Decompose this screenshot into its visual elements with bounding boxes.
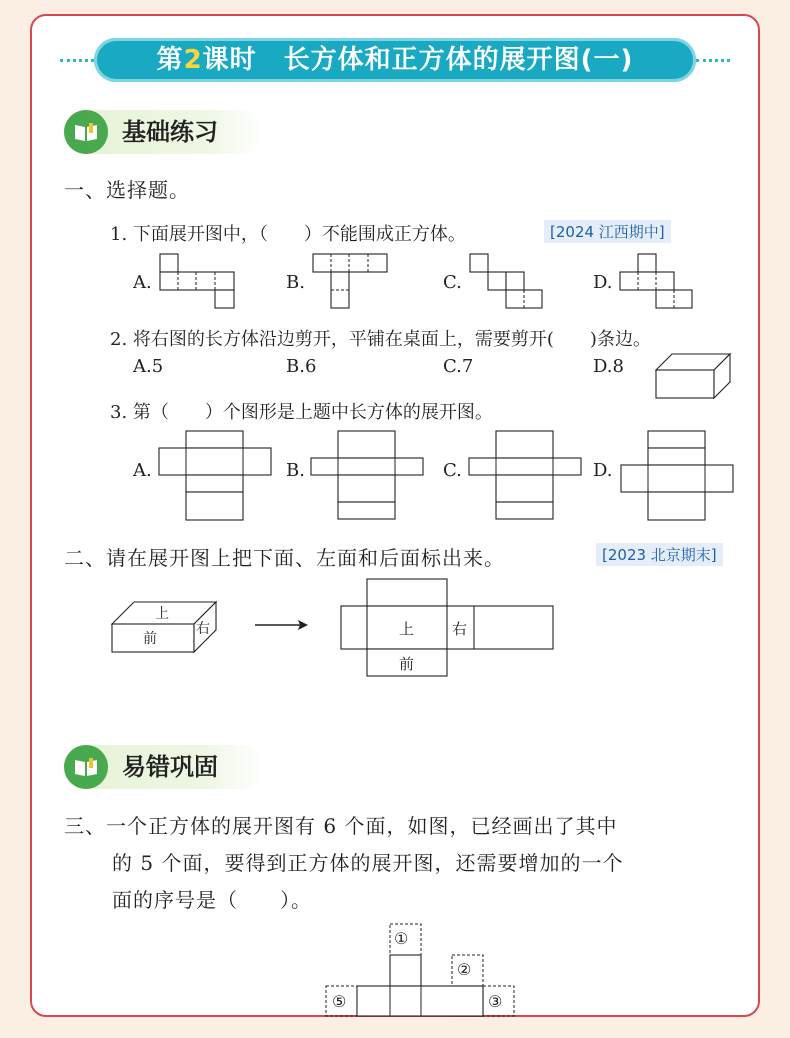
cuboid-net-to-label xyxy=(340,578,555,678)
section-title: 易错巩固 xyxy=(122,753,218,781)
net-label-right: 右 xyxy=(452,620,468,638)
lesson-title-banner xyxy=(60,38,730,82)
option-label: A.5 xyxy=(133,356,164,377)
option-label: D. xyxy=(593,272,613,293)
option-label: D. xyxy=(593,460,613,481)
face-label-right: 右 xyxy=(196,621,210,637)
option-label: C. xyxy=(443,460,462,481)
q1-item2-text: 2. 将右图的长方体沿边剪开，平铺在桌面上，需要剪开( )条边。 xyxy=(110,329,651,350)
option-label: A. xyxy=(133,272,152,293)
cuboid-net-c xyxy=(468,430,582,522)
net-label-top: 上 xyxy=(399,620,415,638)
cuboid-net-a xyxy=(158,430,272,522)
option-label: D.8 xyxy=(593,356,624,377)
option-label: A. xyxy=(133,460,152,481)
option-label: B.6 xyxy=(286,356,317,377)
book-icon xyxy=(64,110,108,154)
net-figure-c xyxy=(469,253,545,309)
source-tag: [2023 北京期末] xyxy=(596,543,723,566)
q2-text: 二、请在展开图上把下面、左面和后面标出来。 xyxy=(64,546,505,570)
net-figure-b xyxy=(312,253,388,309)
option-label: B. xyxy=(286,460,305,481)
face-number-1: ① xyxy=(394,929,409,948)
q3-line2: 的 5 个面，要得到正方体的展开图，还需要增加的一个 xyxy=(112,851,624,875)
section-basic-practice xyxy=(64,110,264,154)
q1-heading: 一、选择题。 xyxy=(64,178,190,202)
lesson-title: 第2课时 长方体和正方体的展开图(一) xyxy=(94,38,696,82)
q1-item3-text: 3. 第（ ）个图形是上题中长方体的展开图。 xyxy=(110,402,493,423)
section-error-review xyxy=(64,745,264,789)
source-tag: [2024 江西期中] xyxy=(544,220,671,243)
face-number-3: ③ xyxy=(488,992,503,1011)
option-label: C.7 xyxy=(443,356,474,377)
cuboid-net-b xyxy=(310,430,424,522)
decor-dots-right xyxy=(696,59,730,62)
option-label: B. xyxy=(286,272,305,293)
cuboid-net-d xyxy=(620,430,734,522)
option-label: C. xyxy=(443,272,462,293)
q1-item1-text: 1. 下面展开图中，（ ）不能围成正方体。 xyxy=(110,224,466,245)
section-title: 基础练习 xyxy=(122,118,218,146)
face-number-5: ⑤ xyxy=(332,992,347,1011)
face-label-top: 上 xyxy=(155,606,169,622)
arrow-icon xyxy=(254,618,310,632)
net-figure-a xyxy=(159,253,235,309)
face-number-2: ② xyxy=(457,960,472,979)
net-label-front: 前 xyxy=(399,655,415,673)
net-figure-d xyxy=(619,253,695,309)
face-label-front: 前 xyxy=(143,631,157,647)
book-icon xyxy=(64,745,108,789)
cuboid-figure xyxy=(654,352,734,400)
q3-line1: 三、一个正方体的展开图有 6 个面，如图，已经画出了其中 xyxy=(64,814,618,838)
decor-dots-left xyxy=(60,59,94,62)
q3-line3: 面的序号是（ ）。 xyxy=(112,888,312,912)
